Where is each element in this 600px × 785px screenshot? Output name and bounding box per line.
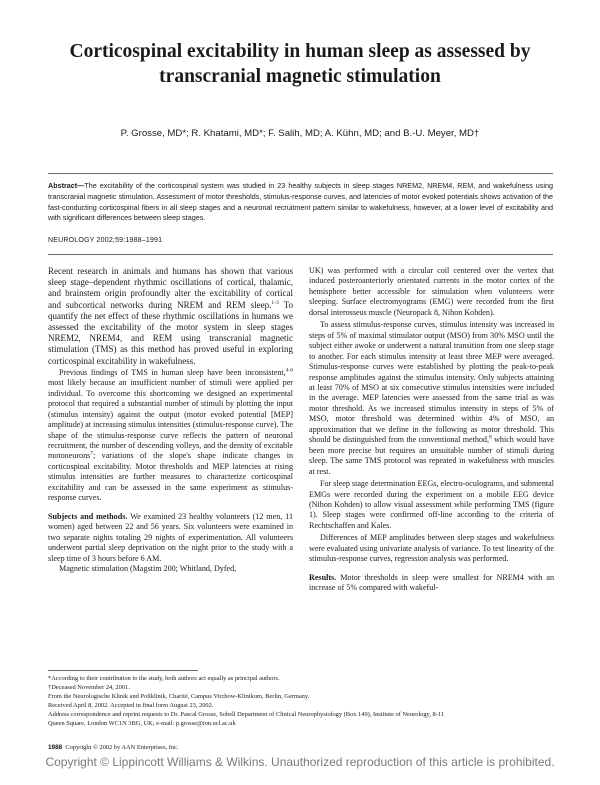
footnote: Address correspondence and reprint requests to Dr. Pascal Grosse, Sobell Department of Clinical Neurophysiology (Box 149), Institute of Neurology, 8-11	[48, 711, 445, 718]
abstract-label: Abstract—	[48, 181, 85, 190]
sleep-staging-paragraph: For sleep stage determination EEGs, electro-oculograms, and submental EMGs were recorded during the experiment on a mobile EEG device (Nihon Kohden) to allow visual assessment while performing TMS (figure 1). Sleep stages were confirmed off-line according to the criteria of Rechtschaffen and Kales.	[309, 479, 554, 530]
statistics-paragraph: Differences of MEP amplitudes between sleep stages and wakefulness were evaluated using univariate analysis of variance. To test linearity of the stimulus-response curves, regression analysis was performed.	[309, 533, 554, 564]
abstract-text: The excitability of the corticospinal system was studied in 23 healthy subjects in sleep stages NREM2, NREM4, REM, and wakefulness using transcranial magnetic stimulation. Assessment of motor thresholds, stimulus-response curves, and latencies of motor evoked potentials shows activation of the fast-conducting corticospinal fibers in all sleep stages and a neuronal recruitment pattern similar to wakefulness, however, at a lower level of excitability and with significant differences between sleep stages.	[48, 181, 553, 223]
reference-mark: 4-6	[285, 367, 293, 374]
footnote-rule	[48, 670, 198, 671]
abstract-bottom-rule	[48, 254, 553, 255]
footnote: Received April 8, 2002. Accepted in final form August 23, 2002.	[48, 702, 214, 709]
page-footer	[48, 743, 179, 752]
article-title: Corticospinal excitability in human sleep as assessed by transcranial magnetic stimulation	[69, 41, 531, 87]
section-heading: Subjects and methods.	[48, 511, 128, 521]
copyright-watermark: Copyright © Lippincott Williams & Wilkins. Unauthorized reproduction of this article is prohibited.	[45, 755, 555, 769]
abstract	[48, 181, 553, 224]
reference-mark: 7	[90, 450, 94, 457]
abstract-top-rule	[48, 173, 553, 174]
intro-paragraph: Recent research in animals and humans has shown that various sleep stage–dependent rhythmic oscillations of cortical, thalamic, and brainstem origin profoundly alter the excitability of cortical and subcortical networks during NREM and REM sleep.$^{1-3}$ To quantify the net effect of these rhythmic oscillations in humans we assessed the excitability of the motor system in sleep stages NREM2, NREM4, and REM using transcranial magnetic stimulation (TMS) as this method has proved useful in exploring corticospinal excitability in wakefulness.	[48, 266, 293, 366]
journal-citation: NEUROLOGY 2002;59:1988–1991	[48, 237, 163, 244]
left-column	[48, 266, 293, 574]
section-heading: Results.	[309, 572, 337, 582]
stimulation-paragraph: UK) was performed with a circular coil centered over the vertex that induced posteroanteriorly orientated currents in the motor cortex of the hemisphere better accessible for stimulation when volunteers were sleeping. Surface electromyograms (EMG) were recorded from the first dorsal interosseus muscle (Neuropack 8, Nihon Kohden).	[309, 266, 554, 317]
footnote: Queen Square, London WC1N 3BG, UK; e-mail: p.grosse@ion.ucl.ac.uk	[48, 720, 236, 727]
footnote: From the Neurologische Klinik and Poliklinik, Charité, Campus Virchow-Klinikum, Berlin, Germany.	[48, 693, 310, 700]
reference-mark: 8	[489, 434, 492, 441]
stimulus-response-paragraph: To assess stimulus-response curves, stimulus intensity was increased in steps of 5% of maximal stimulator output (MSO) from 30% MSO until the subject either awoke or underwent a natural transition from one sleep stage to another. For each stimulus intensity at least three MEP were averaged. Stimulus-response curves were established by plotting the peak-to-peak response amplitudes against the stimulus intensity. Only subjects attaining at least 70% of MSO at six consecutive stimulus intensities were included in the average. MEP latencies were assessed from the same trial as was motor threshold. As we increased stimulus intensity in steps of 5% of MSO, motor threshold was determined within 4% of MSO, an approximation that we define in the following as motor threshold. This should be distinguished from the conventional method,$^8$ which would have been more precise but requires an unsuitable number of stimuli during sleep. The same TMS protocol was repeated in wakefulness with muscles at rest.	[309, 320, 554, 476]
results-paragraph: Results. Motor thresholds in sleep were smallest for NREM4 with an increase of 5% compared with wakeful-	[309, 572, 554, 593]
author-list: P. Grosse, MD*; R. Khatami, MD*; F. Salih, MD; A. Kühn, MD; and B.-U. Meyer, MD†	[120, 128, 480, 139]
right-column	[309, 266, 554, 594]
background-paragraph: Previous findings of TMS in human sleep have been inconsistent,$^{4-6}$ most likely because an insufficient number of stimuli were applied per individual. To overcome this shortcoming we designed an experimental protocol that required a substantial number of stimuli by plotting the input (stimulus intensity) against the output (motor evoked potential [MEP] amplitude) at increasing stimulus intensities (stimulus-response curve). The shape of the stimulus-response curve reflects the pattern of neuronal recruitment, the number of descending volleys, and the density of excitable motoneurons$^7$; variations of the slope's shape indicate changes in corticospinal excitability. Motor thresholds and MEP latencies at rising stimulus intensities are further measures to characterize corticospinal excitability and can be assessed in the same experiment as stimulus-response curves.	[48, 367, 293, 503]
subjects-paragraph: Subjects and methods. We examined 23 healthy volunteers (12 men, 11 women) aged between 22 and 56 years. Six volunteers were examined in two separate nights totaling 29 nights of experimentation. All volunteers underwent partial sleep deprivation on the night prior to the study with a sleep time of 3 hours before 6 AM.	[48, 511, 293, 563]
footnote: *According to their contribution to the study, both authors act equally as principal authors.	[48, 675, 280, 682]
methods-paragraph: Magnetic stimulation (Magstim 200; Whitland, Dyfed,	[59, 563, 237, 573]
reference-mark: 1-3	[271, 299, 279, 306]
footnotes	[48, 674, 553, 728]
footer-copyright: Copyright © 2002 by AAN Enterprises, Inc.	[65, 744, 179, 751]
footnote: †Deceased November 24, 2001.	[48, 684, 130, 691]
page-number: 1988	[48, 744, 63, 751]
